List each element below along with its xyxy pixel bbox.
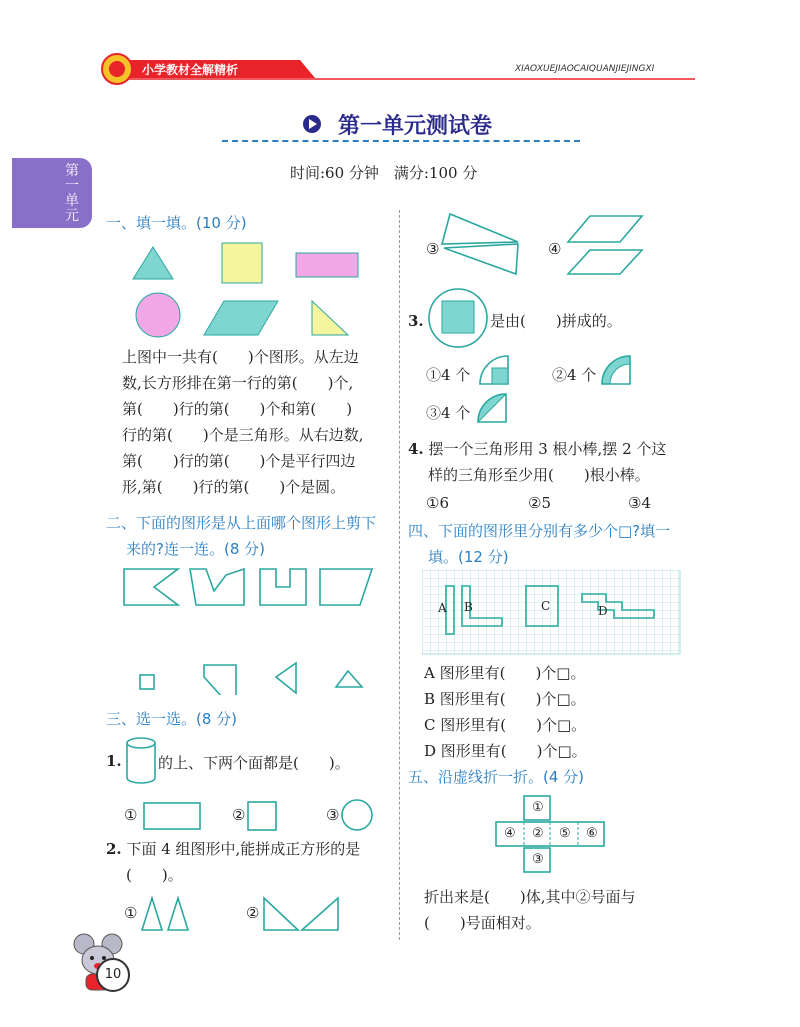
piece-square — [140, 675, 154, 689]
cut-shape-1 — [124, 569, 178, 605]
section4-answers: A 图形里有( )个□。 B 图形里有( )个□。 C 图形里有( )个□。 D 图形里有( )个□。 — [424, 664, 587, 760]
cylinder-icon — [124, 736, 158, 786]
text-line: 形,第( )行的第( )个是圆。 — [122, 478, 346, 496]
q3-opt3[interactable]: ③4 个 — [426, 404, 471, 422]
opt-long-triangles — [440, 210, 524, 276]
tab-char: 单 — [65, 193, 79, 209]
section4-heading: 四、下面的图形里分别有多少个□?填一 填。(12 分) — [408, 522, 671, 566]
text-line: 数,长方形排在第一行的第( )个, — [122, 374, 354, 392]
column-divider — [399, 210, 400, 940]
play-icon — [302, 114, 322, 134]
piece-triangle-1 — [276, 663, 296, 693]
time-info: 时间:60 分钟 满分:100 分 — [290, 164, 478, 182]
q1-opt1[interactable]: ① — [124, 806, 138, 824]
opt-square — [246, 800, 280, 832]
section1-shapes — [110, 235, 390, 345]
square-shape — [222, 243, 262, 283]
q1-text: 的上、下两个面都是( )。 — [158, 754, 350, 772]
label-b: B — [464, 600, 473, 614]
q2-opt1[interactable]: ① — [124, 904, 138, 922]
opt-two-triangles — [140, 894, 196, 934]
q4-opt1[interactable]: ①6 — [426, 494, 449, 512]
header-pinyin: XIAOXUEJIAOCAIQUANJIEJINGXI — [515, 64, 655, 74]
circle-square-icon — [426, 286, 490, 350]
page-title: 第一单元测试卷 — [338, 113, 493, 139]
section3-heading: 三、选一选。(8 分) — [106, 710, 238, 728]
q2-block: 2. 下面 4 组图形中,能拼成正方形的是 ( )。 — [106, 840, 361, 884]
opt-parallelograms — [566, 210, 646, 276]
page-number: 10 — [104, 967, 122, 982]
section5-text: 折出来是( )体,其中②号面与 ( )号面相对。 — [424, 888, 636, 932]
section2-heading: 二、下面的图形是从上面哪个图形上剪下 来的?连一连。(8 分) — [106, 514, 377, 558]
triangle-shape — [133, 247, 173, 279]
text-line: 上图中一共有( )个图形。从左边 — [122, 348, 359, 366]
q3-number: 3. — [408, 312, 424, 330]
q1-number: 1. — [106, 752, 122, 770]
section1-text — [122, 344, 394, 500]
section1-heading: 一、填一填。(10 分) — [106, 214, 247, 232]
header-bar — [100, 58, 700, 82]
q2-opt4[interactable]: ④ — [548, 240, 562, 258]
title-dashed-line — [222, 140, 580, 142]
piece-triangle-2 — [336, 671, 362, 687]
q3-opt1[interactable]: ①4 个 — [426, 366, 471, 384]
page-number-badge — [96, 958, 130, 992]
q3-opt2[interactable]: ②4 个 — [552, 366, 597, 384]
cut-shape-2 — [190, 569, 244, 605]
label-c: C — [541, 599, 551, 613]
unit-side-tab — [12, 158, 92, 228]
quarter-segment-icon — [474, 390, 508, 426]
q1-opt2[interactable]: ② — [232, 806, 246, 824]
tab-char: 元 — [65, 208, 79, 224]
text-line: 行的第( )个是三角形。从右边数, — [122, 426, 364, 444]
q1-opt3[interactable]: ③ — [326, 806, 340, 824]
net-face-2: ② — [532, 826, 544, 841]
circle-shape — [136, 293, 180, 337]
text-line: 第( )行的第( )个是平行四边 — [122, 452, 356, 470]
net-face-5: ⑤ — [559, 826, 571, 841]
q3-text: 是由( )拼成的。 — [490, 312, 622, 330]
counting-grid — [422, 570, 682, 656]
right-triangle-shape — [312, 301, 348, 335]
label-d: D — [598, 604, 608, 618]
section2-figures — [118, 565, 378, 695]
book-title: 小学教材全解精析 — [142, 63, 239, 77]
tab-char: 一 — [65, 178, 79, 194]
q4-opt3[interactable]: ③4 — [628, 494, 651, 512]
section5-heading: 五、沿虚线折一折。(4 分) — [408, 768, 585, 786]
cut-shape-3 — [260, 569, 306, 605]
q4-block: 4. 摆一个三角形用 3 根小棒,摆 2 个这 样的三角形至少用( )根小棒。 — [408, 440, 667, 484]
tab-char: 第 — [65, 163, 79, 179]
text-line: 第( )行的第( )个和第( ) — [122, 400, 353, 418]
net-face-3: ③ — [532, 852, 544, 867]
label-a: A — [438, 601, 447, 615]
q2-opt3[interactable]: ③ — [426, 240, 440, 258]
net-face-4: ④ — [504, 826, 516, 841]
quarter-circle-square-icon — [476, 352, 510, 388]
piece-pentagon — [204, 665, 236, 695]
quarter-arc-icon — [598, 352, 632, 388]
opt-rectangle — [142, 801, 204, 831]
logo-icon — [100, 52, 134, 86]
rectangle-shape — [296, 253, 358, 277]
q4-opt2[interactable]: ②5 — [528, 494, 551, 512]
opt-circle — [340, 798, 374, 832]
net-face-6: ⑥ — [586, 826, 598, 841]
cut-shape-4 — [320, 569, 372, 605]
opt-right-triangles — [262, 894, 342, 934]
parallelogram-shape — [204, 301, 278, 335]
net-face-1: ① — [532, 800, 544, 815]
q2-opt2[interactable]: ② — [246, 904, 260, 922]
